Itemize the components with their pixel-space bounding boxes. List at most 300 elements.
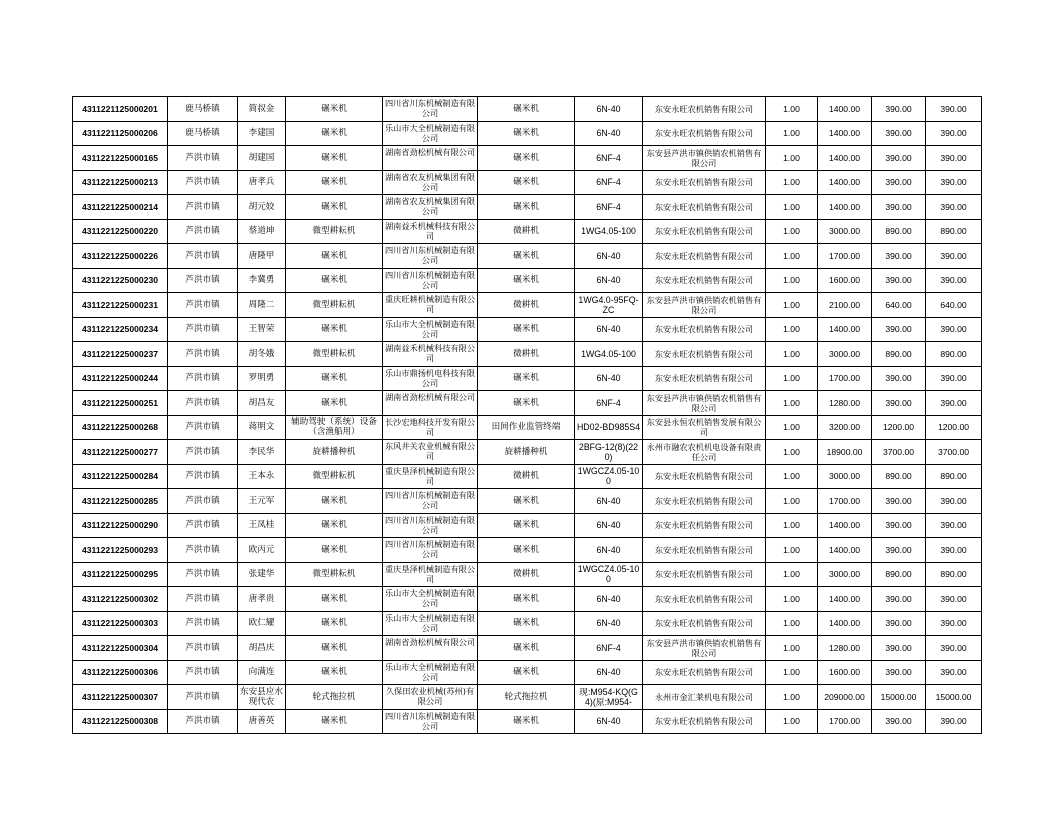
dealer-cell: 东安永旺农机销售有限公司 [643, 317, 766, 342]
dealer-cell: 东安永旺农机销售有限公司 [643, 219, 766, 244]
total-subsidy-cell: 890.00 [926, 464, 982, 489]
record-id-cell: 4311221225000234 [73, 317, 168, 342]
applicant-name-cell: 王凤桂 [238, 513, 286, 538]
sale-price-cell: 1400.00 [818, 121, 872, 146]
machine-category-cell: 微型耕耘机 [286, 464, 383, 489]
machine-category-cell: 微型耕耘机 [286, 342, 383, 367]
subsidy-amount-cell: 390.00 [872, 538, 926, 563]
quantity-cell: 1.00 [766, 293, 818, 318]
model-cell: HD02-BD985S4 [575, 415, 643, 440]
table-body [73, 97, 982, 734]
table-row [73, 170, 982, 195]
total-subsidy-cell: 390.00 [926, 611, 982, 636]
machine-category-cell: 碾米机 [286, 513, 383, 538]
sale-price-cell: 1280.00 [818, 636, 872, 661]
applicant-name-cell: 唐孝兵 [238, 170, 286, 195]
manufacturer-cell: 乐山市大全机械制造有限公司 [383, 660, 478, 685]
quantity-cell: 1.00 [766, 440, 818, 465]
applicant-name-cell: 周隆二 [238, 293, 286, 318]
applicant-name-cell: 李民华 [238, 440, 286, 465]
product-name-cell: 碾米机 [478, 121, 575, 146]
town-cell: 芦洪市镇 [168, 391, 238, 416]
machine-category-cell: 微型耕耘机 [286, 219, 383, 244]
table-row [73, 415, 982, 440]
subsidy-table [72, 96, 982, 734]
sale-price-cell: 3000.00 [818, 562, 872, 587]
quantity-cell: 1.00 [766, 660, 818, 685]
product-name-cell: 碾米机 [478, 146, 575, 171]
total-subsidy-cell: 390.00 [926, 636, 982, 661]
product-name-cell: 碾米机 [478, 513, 575, 538]
total-subsidy-cell: 390.00 [926, 317, 982, 342]
subsidy-amount-cell: 390.00 [872, 317, 926, 342]
sale-price-cell: 1400.00 [818, 170, 872, 195]
machine-category-cell: 碾米机 [286, 366, 383, 391]
total-subsidy-cell: 15000.00 [926, 685, 982, 710]
product-name-cell: 微耕机 [478, 219, 575, 244]
manufacturer-cell: 四川省川东机械制造有限公司 [383, 709, 478, 734]
applicant-name-cell: 简叔金 [238, 97, 286, 122]
machine-category-cell: 碾米机 [286, 660, 383, 685]
dealer-cell: 东安永旺农机销售有限公司 [643, 489, 766, 514]
table-row [73, 685, 982, 710]
product-name-cell: 碾米机 [478, 538, 575, 563]
subsidy-amount-cell: 390.00 [872, 660, 926, 685]
record-id-cell: 4311221225000290 [73, 513, 168, 538]
quantity-cell: 1.00 [766, 219, 818, 244]
quantity-cell: 1.00 [766, 489, 818, 514]
machine-category-cell: 碾米机 [286, 709, 383, 734]
subsidy-table-page [72, 96, 981, 734]
manufacturer-cell: 湖南益禾机械科技有限公司 [383, 342, 478, 367]
record-id-cell: 4311221225000237 [73, 342, 168, 367]
total-subsidy-cell: 390.00 [926, 513, 982, 538]
machine-category-cell: 碾米机 [286, 170, 383, 195]
total-subsidy-cell: 390.00 [926, 489, 982, 514]
manufacturer-cell: 湖南省劲松机械有限公司 [383, 391, 478, 416]
subsidy-amount-cell: 390.00 [872, 587, 926, 612]
model-cell: 6N-40 [575, 660, 643, 685]
sale-price-cell: 1700.00 [818, 489, 872, 514]
dealer-cell: 东安永旺农机销售有限公司 [643, 538, 766, 563]
model-cell: 6N-40 [575, 587, 643, 612]
manufacturer-cell: 重庆旺耕机械制造有限公司 [383, 293, 478, 318]
model-cell: 现:M954-KQ(G4)(原:M954- [575, 685, 643, 710]
product-name-cell: 碾米机 [478, 587, 575, 612]
dealer-cell: 东安县永恒农机销售发展有限公司 [643, 415, 766, 440]
product-name-cell: 碾米机 [478, 97, 575, 122]
town-cell: 芦洪市镇 [168, 342, 238, 367]
sale-price-cell: 1400.00 [818, 611, 872, 636]
total-subsidy-cell: 3700.00 [926, 440, 982, 465]
sale-price-cell: 1400.00 [818, 587, 872, 612]
subsidy-amount-cell: 390.00 [872, 244, 926, 269]
applicant-name-cell: 李建国 [238, 121, 286, 146]
applicant-name-cell: 胡元姣 [238, 195, 286, 220]
sale-price-cell: 1700.00 [818, 244, 872, 269]
town-cell: 芦洪市镇 [168, 660, 238, 685]
product-name-cell: 碾米机 [478, 636, 575, 661]
product-name-cell: 碾米机 [478, 170, 575, 195]
table-row [73, 195, 982, 220]
record-id-cell: 4311221225000230 [73, 268, 168, 293]
subsidy-amount-cell: 390.00 [872, 611, 926, 636]
manufacturer-cell: 四川省川东机械制造有限公司 [383, 513, 478, 538]
record-id-cell: 4311221125000201 [73, 97, 168, 122]
town-cell: 芦洪市镇 [168, 317, 238, 342]
record-id-cell: 4311221225000306 [73, 660, 168, 685]
dealer-cell: 东安永旺农机销售有限公司 [643, 121, 766, 146]
subsidy-amount-cell: 390.00 [872, 195, 926, 220]
machine-category-cell: 碾米机 [286, 121, 383, 146]
product-name-cell: 旋耕播种机 [478, 440, 575, 465]
table-row [73, 342, 982, 367]
table-row [73, 538, 982, 563]
machine-category-cell: 碾米机 [286, 146, 383, 171]
applicant-name-cell: 李冀勇 [238, 268, 286, 293]
table-row [73, 219, 982, 244]
model-cell: 6N-40 [575, 611, 643, 636]
manufacturer-cell: 乐山市大全机械制造有限公司 [383, 587, 478, 612]
model-cell: 1WGCZ4.05-100 [575, 464, 643, 489]
dealer-cell: 东安永旺农机销售有限公司 [643, 195, 766, 220]
dealer-cell: 东安永旺农机销售有限公司 [643, 464, 766, 489]
model-cell: 6N-40 [575, 268, 643, 293]
total-subsidy-cell: 390.00 [926, 587, 982, 612]
manufacturer-cell: 湖南省劲松机械有限公司 [383, 636, 478, 661]
quantity-cell: 1.00 [766, 146, 818, 171]
quantity-cell: 1.00 [766, 244, 818, 269]
sale-price-cell: 1400.00 [818, 513, 872, 538]
town-cell: 芦洪市镇 [168, 366, 238, 391]
applicant-name-cell: 胡建国 [238, 146, 286, 171]
subsidy-amount-cell: 390.00 [872, 366, 926, 391]
machine-category-cell: 辅助驾驶（系统）设备（含渔船用） [286, 415, 383, 440]
table-row [73, 121, 982, 146]
applicant-name-cell: 向满连 [238, 660, 286, 685]
machine-category-cell: 微型耕耘机 [286, 293, 383, 318]
total-subsidy-cell: 890.00 [926, 219, 982, 244]
manufacturer-cell: 长沙宏地科技开发有限公司 [383, 415, 478, 440]
subsidy-amount-cell: 15000.00 [872, 685, 926, 710]
sale-price-cell: 1700.00 [818, 709, 872, 734]
subsidy-amount-cell: 390.00 [872, 268, 926, 293]
product-name-cell: 碾米机 [478, 489, 575, 514]
sale-price-cell: 18900.00 [818, 440, 872, 465]
quantity-cell: 1.00 [766, 415, 818, 440]
manufacturer-cell: 湖南省农友机械集团有限公司 [383, 170, 478, 195]
total-subsidy-cell: 390.00 [926, 660, 982, 685]
quantity-cell: 1.00 [766, 391, 818, 416]
quantity-cell: 1.00 [766, 685, 818, 710]
sale-price-cell: 1700.00 [818, 366, 872, 391]
manufacturer-cell: 乐山市大全机械制造有限公司 [383, 611, 478, 636]
model-cell: 6N-40 [575, 709, 643, 734]
sale-price-cell: 3000.00 [818, 219, 872, 244]
town-cell: 芦洪市镇 [168, 146, 238, 171]
manufacturer-cell: 东风井关农业机械有限公司 [383, 440, 478, 465]
quantity-cell: 1.00 [766, 709, 818, 734]
town-cell: 芦洪市镇 [168, 195, 238, 220]
town-cell: 芦洪市镇 [168, 244, 238, 269]
table-row [73, 97, 982, 122]
town-cell: 芦洪市镇 [168, 489, 238, 514]
total-subsidy-cell: 390.00 [926, 709, 982, 734]
town-cell: 芦洪市镇 [168, 685, 238, 710]
quantity-cell: 1.00 [766, 170, 818, 195]
model-cell: 6NF-4 [575, 636, 643, 661]
town-cell: 鹿马桥镇 [168, 97, 238, 122]
record-id-cell: 4311221125000206 [73, 121, 168, 146]
machine-category-cell: 碾米机 [286, 391, 383, 416]
total-subsidy-cell: 390.00 [926, 538, 982, 563]
model-cell: 6NF-4 [575, 391, 643, 416]
model-cell: 6NF-4 [575, 195, 643, 220]
subsidy-amount-cell: 390.00 [872, 489, 926, 514]
dealer-cell: 东安永旺农机销售有限公司 [643, 562, 766, 587]
total-subsidy-cell: 390.00 [926, 244, 982, 269]
table-row [73, 366, 982, 391]
sale-price-cell: 1400.00 [818, 317, 872, 342]
dealer-cell: 东安永旺农机销售有限公司 [643, 97, 766, 122]
applicant-name-cell: 唐隆甲 [238, 244, 286, 269]
applicant-name-cell: 胡昌庆 [238, 636, 286, 661]
record-id-cell: 4311221225000277 [73, 440, 168, 465]
sale-price-cell: 1600.00 [818, 268, 872, 293]
machine-category-cell: 旋耕播种机 [286, 440, 383, 465]
quantity-cell: 1.00 [766, 195, 818, 220]
dealer-cell: 东安县芦洪市镇供销农机销售有限公司 [643, 146, 766, 171]
product-name-cell: 碾米机 [478, 268, 575, 293]
record-id-cell: 4311221225000251 [73, 391, 168, 416]
table-row [73, 293, 982, 318]
model-cell: 6N-40 [575, 489, 643, 514]
product-name-cell: 碾米机 [478, 317, 575, 342]
quantity-cell: 1.00 [766, 562, 818, 587]
total-subsidy-cell: 390.00 [926, 146, 982, 171]
record-id-cell: 4311221225000214 [73, 195, 168, 220]
dealer-cell: 东安永旺农机销售有限公司 [643, 268, 766, 293]
record-id-cell: 4311221225000284 [73, 464, 168, 489]
quantity-cell: 1.00 [766, 611, 818, 636]
table-row [73, 513, 982, 538]
manufacturer-cell: 四川省川东机械制造有限公司 [383, 538, 478, 563]
quantity-cell: 1.00 [766, 317, 818, 342]
model-cell: 6N-40 [575, 513, 643, 538]
machine-category-cell: 碾米机 [286, 636, 383, 661]
model-cell: 6N-40 [575, 244, 643, 269]
town-cell: 芦洪市镇 [168, 538, 238, 563]
sale-price-cell: 1600.00 [818, 660, 872, 685]
table-row [73, 146, 982, 171]
applicant-name-cell: 胡冬娥 [238, 342, 286, 367]
manufacturer-cell: 乐山市鼎扬机电科技有限公司 [383, 366, 478, 391]
dealer-cell: 东安永旺农机销售有限公司 [643, 660, 766, 685]
town-cell: 芦洪市镇 [168, 464, 238, 489]
product-name-cell: 微耕机 [478, 562, 575, 587]
total-subsidy-cell: 390.00 [926, 170, 982, 195]
model-cell: 6N-40 [575, 97, 643, 122]
town-cell: 芦洪市镇 [168, 709, 238, 734]
town-cell: 芦洪市镇 [168, 268, 238, 293]
subsidy-amount-cell: 890.00 [872, 219, 926, 244]
dealer-cell: 东安永旺农机销售有限公司 [643, 587, 766, 612]
subsidy-amount-cell: 390.00 [872, 121, 926, 146]
manufacturer-cell: 乐山市大全机械制造有限公司 [383, 121, 478, 146]
quantity-cell: 1.00 [766, 366, 818, 391]
product-name-cell: 轮式拖拉机 [478, 685, 575, 710]
town-cell: 鹿马桥镇 [168, 121, 238, 146]
subsidy-amount-cell: 390.00 [872, 391, 926, 416]
subsidy-amount-cell: 890.00 [872, 342, 926, 367]
quantity-cell: 1.00 [766, 97, 818, 122]
table-row [73, 317, 982, 342]
sale-price-cell: 3200.00 [818, 415, 872, 440]
applicant-name-cell: 欧仁耀 [238, 611, 286, 636]
record-id-cell: 4311221225000293 [73, 538, 168, 563]
quantity-cell: 1.00 [766, 538, 818, 563]
applicant-name-cell: 蔡道坤 [238, 219, 286, 244]
subsidy-amount-cell: 390.00 [872, 709, 926, 734]
model-cell: 1WG4.05-100 [575, 342, 643, 367]
record-id-cell: 4311221225000226 [73, 244, 168, 269]
subsidy-amount-cell: 1200.00 [872, 415, 926, 440]
product-name-cell: 碾米机 [478, 709, 575, 734]
manufacturer-cell: 四川省川东机械制造有限公司 [383, 97, 478, 122]
record-id-cell: 4311221225000302 [73, 587, 168, 612]
total-subsidy-cell: 890.00 [926, 562, 982, 587]
machine-category-cell: 碾米机 [286, 538, 383, 563]
manufacturer-cell: 乐山市大全机械制造有限公司 [383, 317, 478, 342]
model-cell: 1WGCZ4.05-100 [575, 562, 643, 587]
record-id-cell: 4311221225000295 [73, 562, 168, 587]
dealer-cell: 东安永旺农机销售有限公司 [643, 513, 766, 538]
dealer-cell: 东安永旺农机销售有限公司 [643, 244, 766, 269]
town-cell: 芦洪市镇 [168, 415, 238, 440]
machine-category-cell: 碾米机 [286, 268, 383, 293]
town-cell: 芦洪市镇 [168, 587, 238, 612]
town-cell: 芦洪市镇 [168, 562, 238, 587]
record-id-cell: 4311221225000213 [73, 170, 168, 195]
record-id-cell: 4311221225000285 [73, 489, 168, 514]
machine-category-cell: 碾米机 [286, 587, 383, 612]
applicant-name-cell: 唐善英 [238, 709, 286, 734]
dealer-cell: 东安永旺农机销售有限公司 [643, 170, 766, 195]
product-name-cell: 碾米机 [478, 366, 575, 391]
town-cell: 芦洪市镇 [168, 440, 238, 465]
dealer-cell: 东安永旺农机销售有限公司 [643, 342, 766, 367]
applicant-name-cell: 罗明勇 [238, 366, 286, 391]
manufacturer-cell: 湖南省农友机械集团有限公司 [383, 195, 478, 220]
manufacturer-cell: 湖南益禾机械科技有限公司 [383, 219, 478, 244]
dealer-cell: 永州市金汇莱机电有限公司 [643, 685, 766, 710]
applicant-name-cell: 张建华 [238, 562, 286, 587]
sale-price-cell: 3000.00 [818, 342, 872, 367]
machine-category-cell: 碾米机 [286, 97, 383, 122]
applicant-name-cell: 王智荣 [238, 317, 286, 342]
subsidy-amount-cell: 390.00 [872, 170, 926, 195]
product-name-cell: 微耕机 [478, 293, 575, 318]
record-id-cell: 4311221225000304 [73, 636, 168, 661]
manufacturer-cell: 四川省川东机械制造有限公司 [383, 489, 478, 514]
sale-price-cell: 1400.00 [818, 97, 872, 122]
sale-price-cell: 3000.00 [818, 464, 872, 489]
dealer-cell: 东安永旺农机销售有限公司 [643, 709, 766, 734]
dealer-cell: 永州市融农农机机电设备有限责任公司 [643, 440, 766, 465]
model-cell: 2BFG-12(8)(220) [575, 440, 643, 465]
product-name-cell: 碾米机 [478, 660, 575, 685]
total-subsidy-cell: 1200.00 [926, 415, 982, 440]
model-cell: 6N-40 [575, 121, 643, 146]
table-row [73, 489, 982, 514]
town-cell: 芦洪市镇 [168, 513, 238, 538]
subsidy-amount-cell: 390.00 [872, 146, 926, 171]
machine-category-cell: 碾米机 [286, 244, 383, 269]
record-id-cell: 4311221225000231 [73, 293, 168, 318]
subsidy-amount-cell: 3700.00 [872, 440, 926, 465]
quantity-cell: 1.00 [766, 587, 818, 612]
record-id-cell: 4311221225000268 [73, 415, 168, 440]
applicant-name-cell: 蒋明文 [238, 415, 286, 440]
table-row [73, 464, 982, 489]
machine-category-cell: 碾米机 [286, 489, 383, 514]
applicant-name-cell: 欧丙元 [238, 538, 286, 563]
record-id-cell: 4311221225000307 [73, 685, 168, 710]
total-subsidy-cell: 390.00 [926, 391, 982, 416]
table-row [73, 660, 982, 685]
sale-price-cell: 1280.00 [818, 391, 872, 416]
subsidy-amount-cell: 890.00 [872, 464, 926, 489]
dealer-cell: 东安县芦洪市镇供销农机销售有限公司 [643, 636, 766, 661]
dealer-cell: 东安县芦洪市镇供销农机销售有限公司 [643, 293, 766, 318]
model-cell: 6NF-4 [575, 170, 643, 195]
sale-price-cell: 1400.00 [818, 538, 872, 563]
dealer-cell: 东安县芦洪市镇供销农机销售有限公司 [643, 391, 766, 416]
machine-category-cell: 碾米机 [286, 317, 383, 342]
dealer-cell: 东安永旺农机销售有限公司 [643, 611, 766, 636]
quantity-cell: 1.00 [766, 636, 818, 661]
sale-price-cell: 209000.00 [818, 685, 872, 710]
model-cell: 6NF-4 [575, 146, 643, 171]
table-row [73, 587, 982, 612]
total-subsidy-cell: 640.00 [926, 293, 982, 318]
manufacturer-cell: 久保田农业机械(苏州)有限公司 [383, 685, 478, 710]
manufacturer-cell: 四川省川东机械制造有限公司 [383, 244, 478, 269]
manufacturer-cell: 重庆垦泽机械制造有限公司 [383, 464, 478, 489]
machine-category-cell: 轮式拖拉机 [286, 685, 383, 710]
table-row [73, 440, 982, 465]
quantity-cell: 1.00 [766, 513, 818, 538]
record-id-cell: 4311221225000165 [73, 146, 168, 171]
table-row [73, 611, 982, 636]
quantity-cell: 1.00 [766, 121, 818, 146]
applicant-name-cell: 王元军 [238, 489, 286, 514]
total-subsidy-cell: 390.00 [926, 195, 982, 220]
subsidy-amount-cell: 640.00 [872, 293, 926, 318]
table-row [73, 268, 982, 293]
table-row [73, 562, 982, 587]
record-id-cell: 4311221225000244 [73, 366, 168, 391]
record-id-cell: 4311221225000220 [73, 219, 168, 244]
town-cell: 芦洪市镇 [168, 636, 238, 661]
manufacturer-cell: 四川省川东机械制造有限公司 [383, 268, 478, 293]
model-cell: 1WG4.05-100 [575, 219, 643, 244]
machine-category-cell: 碾米机 [286, 611, 383, 636]
dealer-cell: 东安永旺农机销售有限公司 [643, 366, 766, 391]
product-name-cell: 碾米机 [478, 195, 575, 220]
table-row [73, 391, 982, 416]
model-cell: 6N-40 [575, 366, 643, 391]
